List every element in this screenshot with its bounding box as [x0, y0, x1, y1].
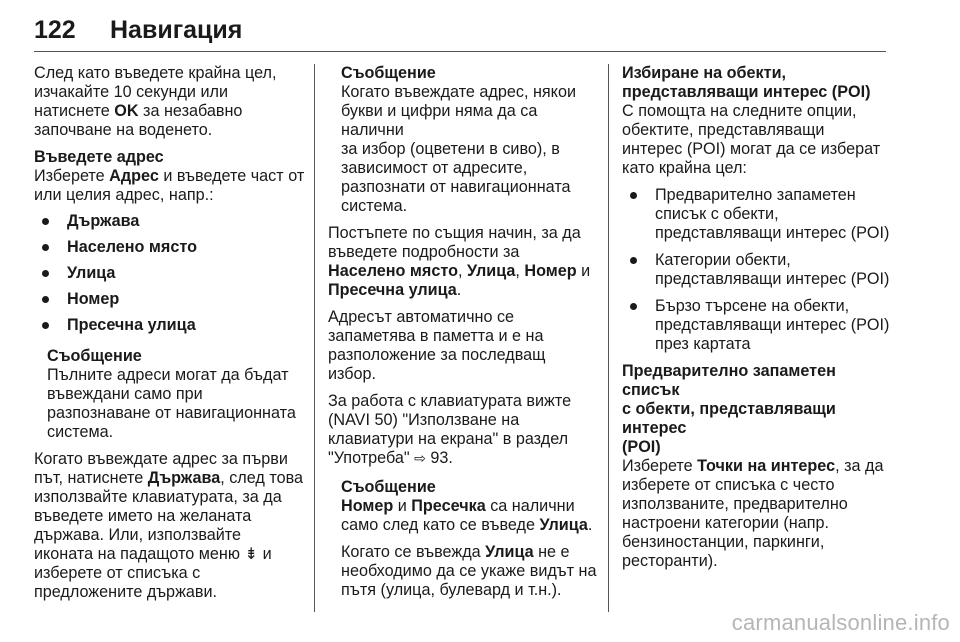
list-item: Категории обекти, представляващи интерес (POI)	[622, 251, 892, 289]
ok-key: OK	[114, 102, 139, 120]
saved-poi-paragraph: Изберете Точки на интерес, за да изберете от списъка с често използваните, предварително настроени категории (напр. бензиностанции, паркинги, ресторанти).	[622, 457, 884, 570]
bullet-icon	[42, 218, 49, 225]
page-number: 122	[34, 16, 76, 44]
country-paragraph: Когато въвеждате адрес за първи път, натиснете Държава, след това използвайте клавиатурата, за да въведете името на желаната държава. Или, използвайте иконата на падащото меню ⇟ и изберете от списъка с предложените държави.	[34, 450, 303, 601]
bullet-icon	[630, 257, 637, 264]
column-1	[34, 64, 306, 602]
page-title: Навигация	[110, 16, 243, 44]
address-fields-list	[34, 212, 306, 335]
column-2	[328, 64, 600, 600]
note-box: Съобщение Пълните адреси могат да бъдат въвеждани само при разпознаване от навигационната система.	[47, 347, 296, 441]
page-header	[34, 14, 886, 52]
note-box: Съобщение Когато въвеждате адрес, някои букви и цифри няма да са налични за избор (оцветени в сиво), в зависимост от адресите, разпознати от навигационната система.	[341, 64, 576, 215]
watermark: carmanualsonline.info	[731, 610, 950, 635]
bullet-icon	[42, 244, 49, 251]
keyboard-paragraph: За работа с клавиатурата вижте (NAVI 50) "Използване на клавиатури на екрана" в раздел "Употреба" ⇨ 93.	[328, 392, 572, 467]
bullet-icon	[42, 322, 49, 329]
column-divider-1	[314, 64, 315, 612]
page-reference-link[interactable]: 93.	[425, 449, 453, 467]
poi-intro-paragraph: С помощта на следните опции, обектите, представляващи интерес (POI) могат да се изберат като крайна цел:	[622, 102, 881, 177]
list-item: Държава	[34, 212, 306, 231]
list-item: Населено място	[34, 238, 306, 257]
list-item: Улица	[34, 264, 306, 283]
list-item: Бързо търсене на обекти, представляващи интерес (POI) през картата	[622, 297, 892, 354]
note-title: Съобщение	[341, 478, 436, 496]
memory-paragraph: Адресът автоматично се запаметява в паметта и е на разположение за последващ избор.	[328, 308, 546, 383]
note-title: Съобщение	[47, 347, 142, 365]
note-box: Съобщение Номер и Пресечка са налични само след като се въведе Улица. Когато се въвежда Улица не е необходимо да се укаже видът на пътя (улица, булевард и т.н.).	[341, 478, 597, 599]
select-address-text: Изберете Адрес и въведете част от или целия адрес, напр.:	[34, 167, 305, 204]
section-heading-address: Въведете адрес	[34, 148, 164, 166]
column-3	[622, 64, 892, 571]
intro-paragraph: След като въведете крайна цел, изчакайте 10 секунди или натиснете OK за незабавно започване на воденето.	[34, 64, 277, 139]
details-paragraph: Постъпете по същия начин, за да въведете подробности за Населено място, Улица, Номер и Пресечна улица.	[328, 224, 591, 299]
dropdown-menu-icon: ⇟	[244, 545, 259, 563]
poi-options-list	[622, 186, 892, 354]
list-item: Предварително запаметен списък с обекти, представляващи интерес (POI)	[622, 186, 892, 243]
header-rule	[34, 51, 886, 52]
section-heading-saved-poi: Предварително запаметен списък с обекти, представляващи интерес (POI)	[622, 362, 836, 456]
page-reference-icon: ⇨	[414, 450, 426, 466]
list-item: Номер	[34, 290, 306, 309]
bullet-icon	[630, 303, 637, 310]
bullet-icon	[42, 270, 49, 277]
bullet-icon	[630, 192, 637, 199]
bullet-icon	[42, 296, 49, 303]
note-title: Съобщение	[341, 64, 436, 82]
column-divider-2	[608, 64, 609, 612]
section-heading-poi: Избиране на обекти, представляващи интерес (POI)	[622, 64, 871, 101]
list-item: Пресечна улица	[34, 316, 306, 335]
